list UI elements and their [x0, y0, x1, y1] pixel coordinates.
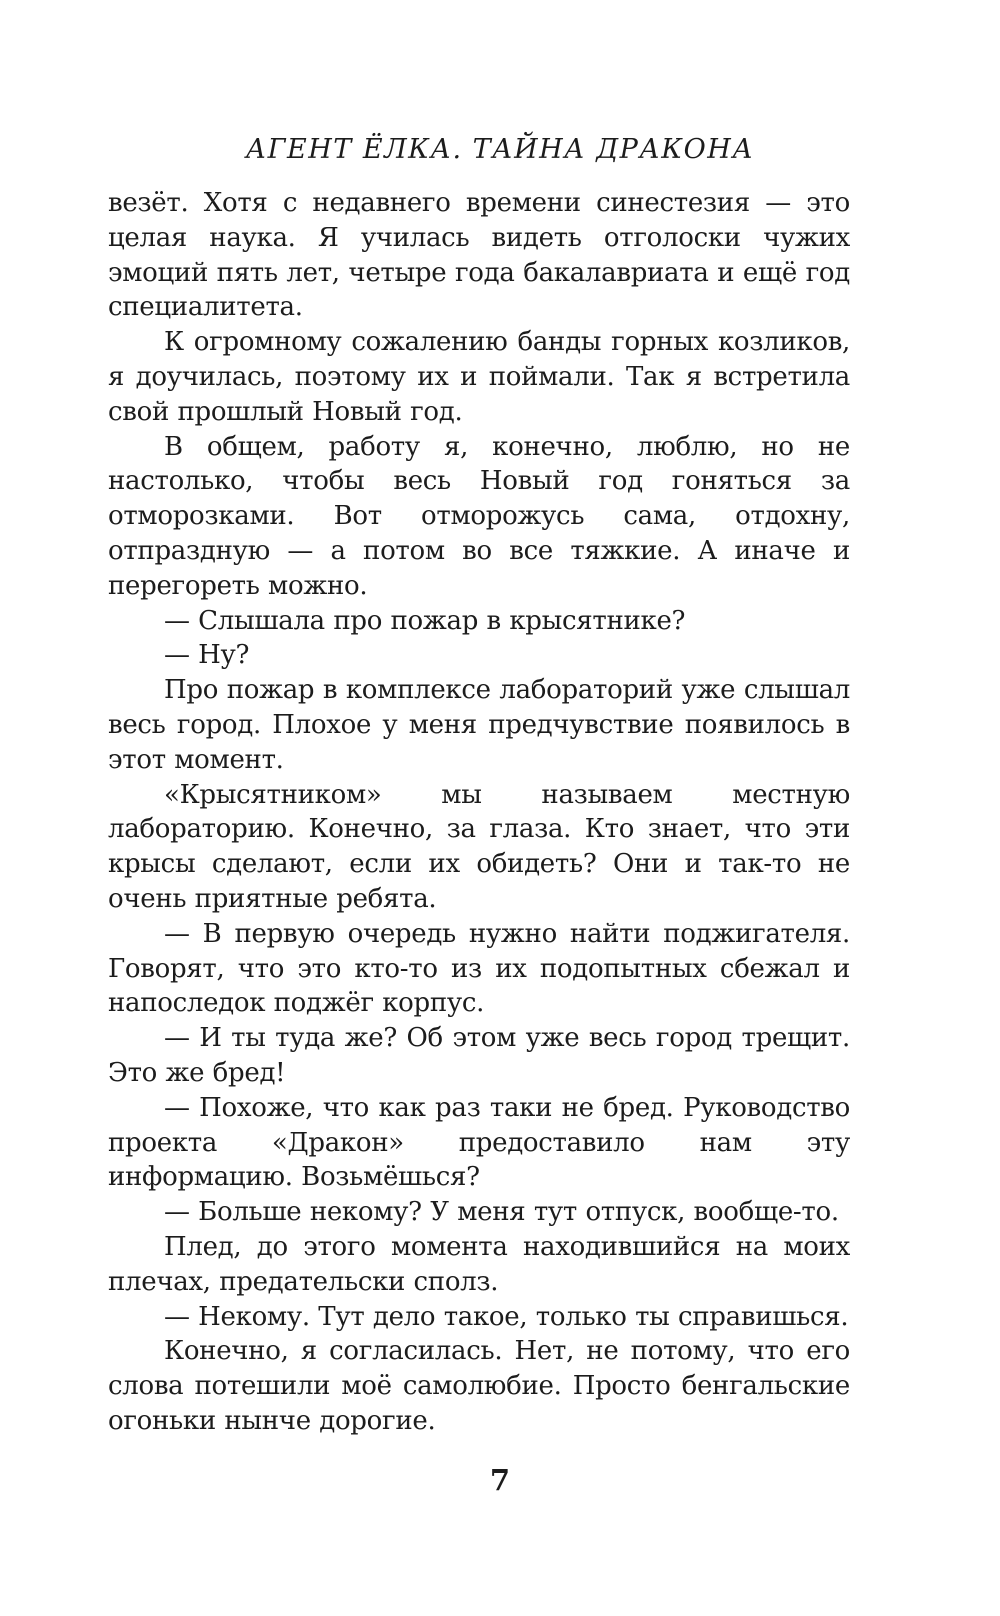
running-title: АГЕНТ ЁЛКА. ТАЙНА ДРАКОНА — [245, 134, 755, 165]
dialogue-line: — Слышала про пожар в крысятнике? — [164, 605, 686, 636]
paragraph: Про пожар в комплексе лабораторий уже слышал весь город. Плохое у меня предчувствие появилось в этот момент. — [108, 675, 850, 775]
paragraph: везёт. Хотя с недавнего времени синестезия — это целая наука. Я училась видеть отголоски чужих эмоций пять лет, четыре года бакалавриата и ещё год специалитета. — [108, 188, 850, 323]
dialogue-line: — В первую очередь нужно найти поджигателя. Говорят, что это кто-то из их подопытных сбежал и напоследок поджёг корпус. — [108, 918, 850, 1019]
paragraph: К огромному сожалению банды горных козликов, я доучилась, поэтому их и поймали. Так я встретила свой прошлый Новый год. — [108, 327, 850, 427]
paragraph: Конечно, я согласилась. Нет, не потому, что его слова потешили моё самолюбие. Просто бенгальские огоньки нынче дорогие. — [108, 1336, 850, 1436]
dialogue-line: — Больше некому? У меня тут отпуск, вообще-то. — [164, 1197, 839, 1228]
dialogue-line: — Некому. Тут дело такое, только ты справишься. — [164, 1301, 849, 1332]
paragraph: Плед, до этого момента находившийся на моих плечах, предательски сполз. — [108, 1231, 850, 1297]
paragraph: В общем, работу я, конечно, люблю, но не настолько, чтобы весь Новый год гоняться за отморозками. Вот отморожусь сама, отдохну, отпраздную — а потом во все тяжкие. А иначе и перегореть можно. — [108, 431, 850, 601]
dialogue-line: — Ну? — [164, 640, 250, 671]
dialogue-line: — Похоже, что как раз таки не бред. Руководство проекта «Дракон» предоставило нам эту информацию. Возьмёшься? — [108, 1092, 850, 1193]
page-number: 7 — [489, 1463, 511, 1497]
dialogue-line: — И ты туда же? Об этом уже весь город трещит. Это же бред! — [108, 1023, 850, 1088]
body-text — [108, 186, 850, 1439]
paragraph: «Крысятником» мы называем местную лабораторию. Конечно, за глаза. Кто знает, что эти крысы сделают, если их обидеть? Они и так-то не очень приятные ребята. — [108, 779, 850, 914]
